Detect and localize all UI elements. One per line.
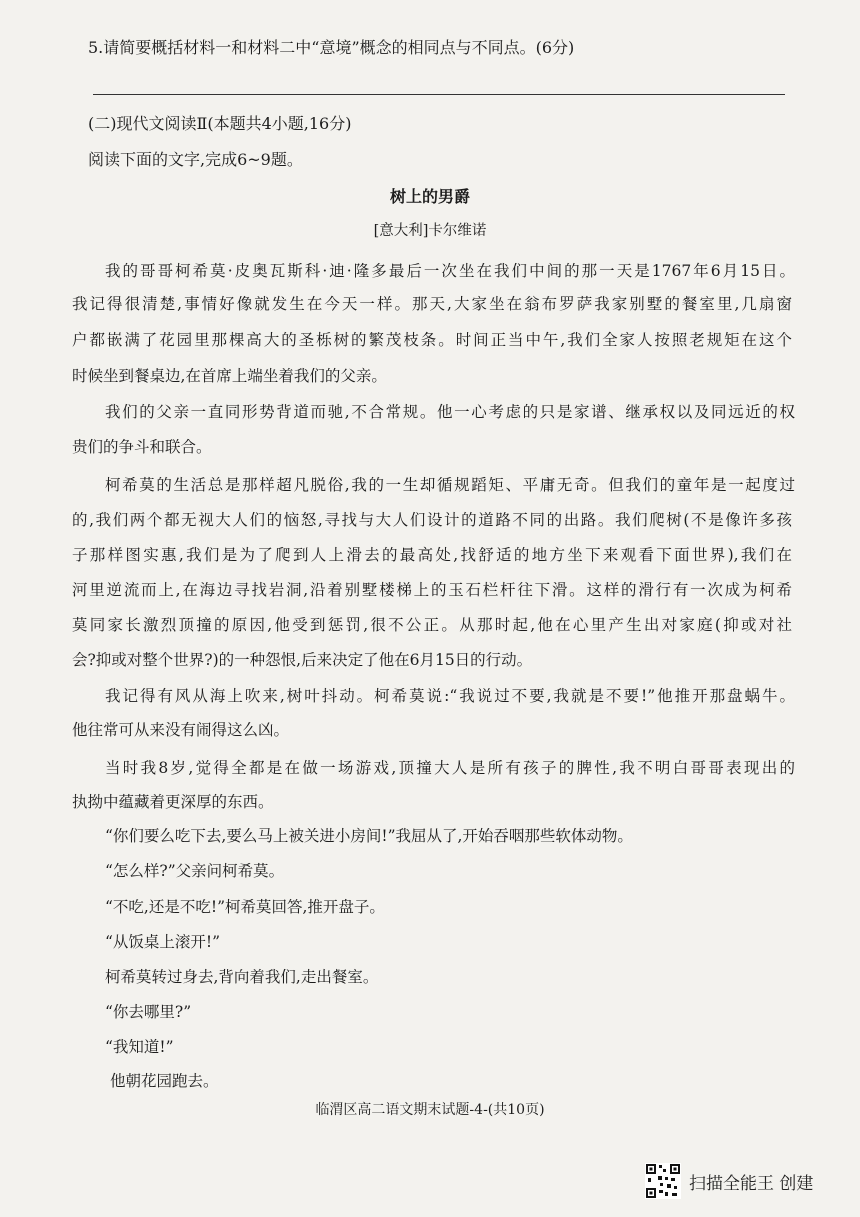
paragraph-line: 柯希莫的生活总是那样超凡脱俗,我的一生却循规蹈矩、平庸无奇。但我们的童年是一起度过 — [105, 476, 795, 494]
paragraph-line: 河里逆流而上,在海边寻找岩洞,沿着别墅楼梯上的玉石栏杆往下滑。这样的滑行有一次成为柯希 — [72, 581, 792, 599]
watermark-text: 扫描全能王 创建 — [689, 1173, 814, 1194]
paragraph-line: 我的哥哥柯希莫·皮奥瓦斯科·迪·隆多最后一次坐在我们中间的那一天是1767年6月15日。 — [105, 262, 795, 280]
paragraph-line: 时候坐到餐桌边,在首席上端坐着我们的父亲。 — [72, 367, 387, 385]
dialogue-line: “从饭桌上滚开!” — [105, 933, 221, 951]
passage-title: 树上的男爵 — [389, 187, 470, 206]
paragraph-line: 户都嵌满了花园里那棵高大的圣栎树的繁茂枝条。时间正当中午,我们全家人按照老规矩在这个 — [72, 331, 792, 349]
qr-code-icon — [645, 1163, 681, 1199]
dialogue-line: 柯希莫转过身去,背向着我们,走出餐室。 — [105, 968, 379, 986]
section-heading: (二)现代文阅读Ⅱ(本题共4小题,16分) — [88, 114, 352, 133]
paragraph-line: 子那样图实惠,我们是为了爬到人上滑去的最高处,找舒适的地方坐下来观看下面世界),我们在 — [72, 546, 792, 564]
paragraph-line: 贵们的争斗和联合。 — [72, 438, 212, 456]
dialogue-line: “怎么样?”父亲问柯希莫。 — [105, 862, 285, 880]
dialogue-line: “你去哪里?” — [105, 1003, 192, 1021]
scanner-watermark — [645, 1163, 813, 1199]
paragraph-line: 当时我8岁,觉得全都是在做一场游戏,顶撞大人是所有孩子的脾性,我不明白哥哥表现出的 — [105, 759, 795, 777]
dialogue-line: “你们要么吃下去,要么马上被关进小房间!”我屈从了,开始吞咽那些软体动物。 — [105, 827, 633, 845]
paragraph-line: 会?抑或对整个世界?)的一种怨恨,后来决定了他在6月15日的行动。 — [72, 651, 533, 669]
dialogue-line: 他朝花园跑去。 — [110, 1072, 219, 1090]
paragraph-line: 的,我们两个都无视大人们的恼怒,寻找与大人们设计的道路不同的出路。我们爬树(不是像许多孩 — [72, 511, 792, 529]
paragraph-line: 他往常可从来没有闹得这么凶。 — [72, 721, 290, 739]
page-footer: 临渭区高二语文期末试题-4-(共10页) — [315, 1102, 545, 1118]
reading-instruction: 阅读下面的文字,完成6~9题。 — [88, 150, 303, 169]
paragraph-line: 我记得很清楚,事情好像就发生在今天一样。那天,大家坐在翁布罗萨我家别墅的餐室里,几扇窗 — [72, 295, 792, 313]
answer-line — [93, 94, 785, 95]
dialogue-line: “我知道!” — [105, 1038, 174, 1056]
paragraph-line: 我记得有风从海上吹来,树叶抖动。柯希莫说:“我说过不要,我就是不要!”他推开那盘蜗牛。 — [105, 687, 795, 705]
question-5: 5.请简要概括材料一和材料二中“意境”概念的相同点与不同点。(6分) — [88, 38, 575, 57]
paragraph-line: 莫同家长激烈顶撞的原因,他受到惩罚,很不公正。从那时起,他在心里产生出对家庭(抑或对社 — [72, 616, 792, 634]
dialogue-line: “不吃,还是不吃!”柯希莫回答,推开盘子。 — [105, 898, 385, 916]
paragraph-line: 执拗中蕴藏着更深厚的东西。 — [72, 793, 274, 811]
passage-author: [意大利]卡尔维诺 — [373, 223, 487, 239]
paragraph-line: 我们的父亲一直同形势背道而驰,不合常规。他一心考虑的只是家谱、继承权以及同远近的权 — [105, 403, 795, 421]
